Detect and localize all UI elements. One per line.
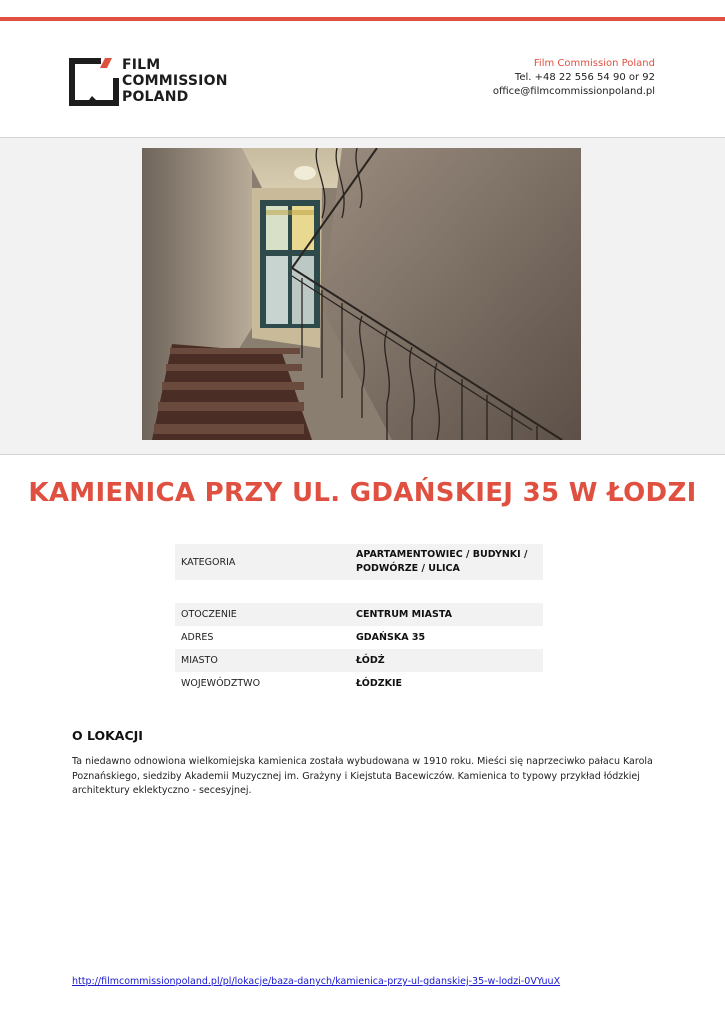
photo-band — [0, 138, 725, 455]
property-key: KATEGORIA — [181, 556, 236, 568]
page-title: KAMIENICA PRZY UL. GDAŃSKIEJ 35 W ŁODZI — [28, 478, 697, 508]
film-commission-poland-logo — [69, 56, 229, 108]
contact-org: Film Commission Poland — [533, 58, 655, 69]
contact-email: office@filmcommissionpoland.pl — [492, 86, 655, 97]
property-row-miasto — [175, 649, 543, 672]
contact-phone: Tel. +48 22 556 54 90 or 92 — [514, 72, 655, 83]
location-photo — [142, 148, 581, 440]
property-value: ŁÓDŹ — [356, 654, 385, 666]
logo-text-film: FILM — [122, 57, 161, 73]
property-key: ADRES — [181, 632, 214, 643]
property-row-kategoria — [175, 544, 543, 580]
property-row-otoczenie — [175, 603, 543, 626]
property-row-wojewodztwo — [175, 672, 543, 695]
staircase-photo-image — [142, 148, 581, 440]
logo-mark-icon — [69, 56, 119, 108]
logo-text-commission: COMMISSION — [122, 73, 228, 89]
table-spacer — [175, 580, 543, 603]
about-heading: O LOKACJI — [72, 728, 143, 743]
property-value: CENTRUM MIASTA — [356, 608, 452, 620]
source-url-link[interactable]: http://filmcommissionpoland.pl/pl/lokacje/baza-danych/kamienica-przy-ul-gdanskiej-35-w-lodzi-0VYuuX — [72, 976, 561, 987]
logo-text-poland: POLAND — [122, 89, 189, 105]
property-row-adres — [175, 626, 543, 649]
about-description: Ta niedawno odnowiona wielkomiejska kamienica została wybudowana w 1910 roku. Mieści się naprzeciwko pałacu Karola Poznańskiego, siedziby Akademii Muzycznej im. Grażyny i Kiejstuta Bacewiczów. Kamienica to typowy przykład łódzkiej architektury eklektyczno - secesyjnej. — [72, 756, 653, 796]
properties-table — [175, 544, 543, 695]
property-value: ŁÓDZKIE — [356, 677, 402, 689]
property-key: OTOCZENIE — [181, 609, 237, 620]
property-value: GDAŃSKA 35 — [356, 631, 426, 643]
contact-block — [493, 57, 655, 99]
property-value: APARTAMENTOWIEC / BUDYNKI / PODWÓRZE / ULICA — [356, 549, 528, 574]
top-accent-rule — [0, 17, 725, 21]
property-key: MIASTO — [181, 655, 218, 666]
property-key: WOJEWÓDZTWO — [181, 678, 261, 689]
